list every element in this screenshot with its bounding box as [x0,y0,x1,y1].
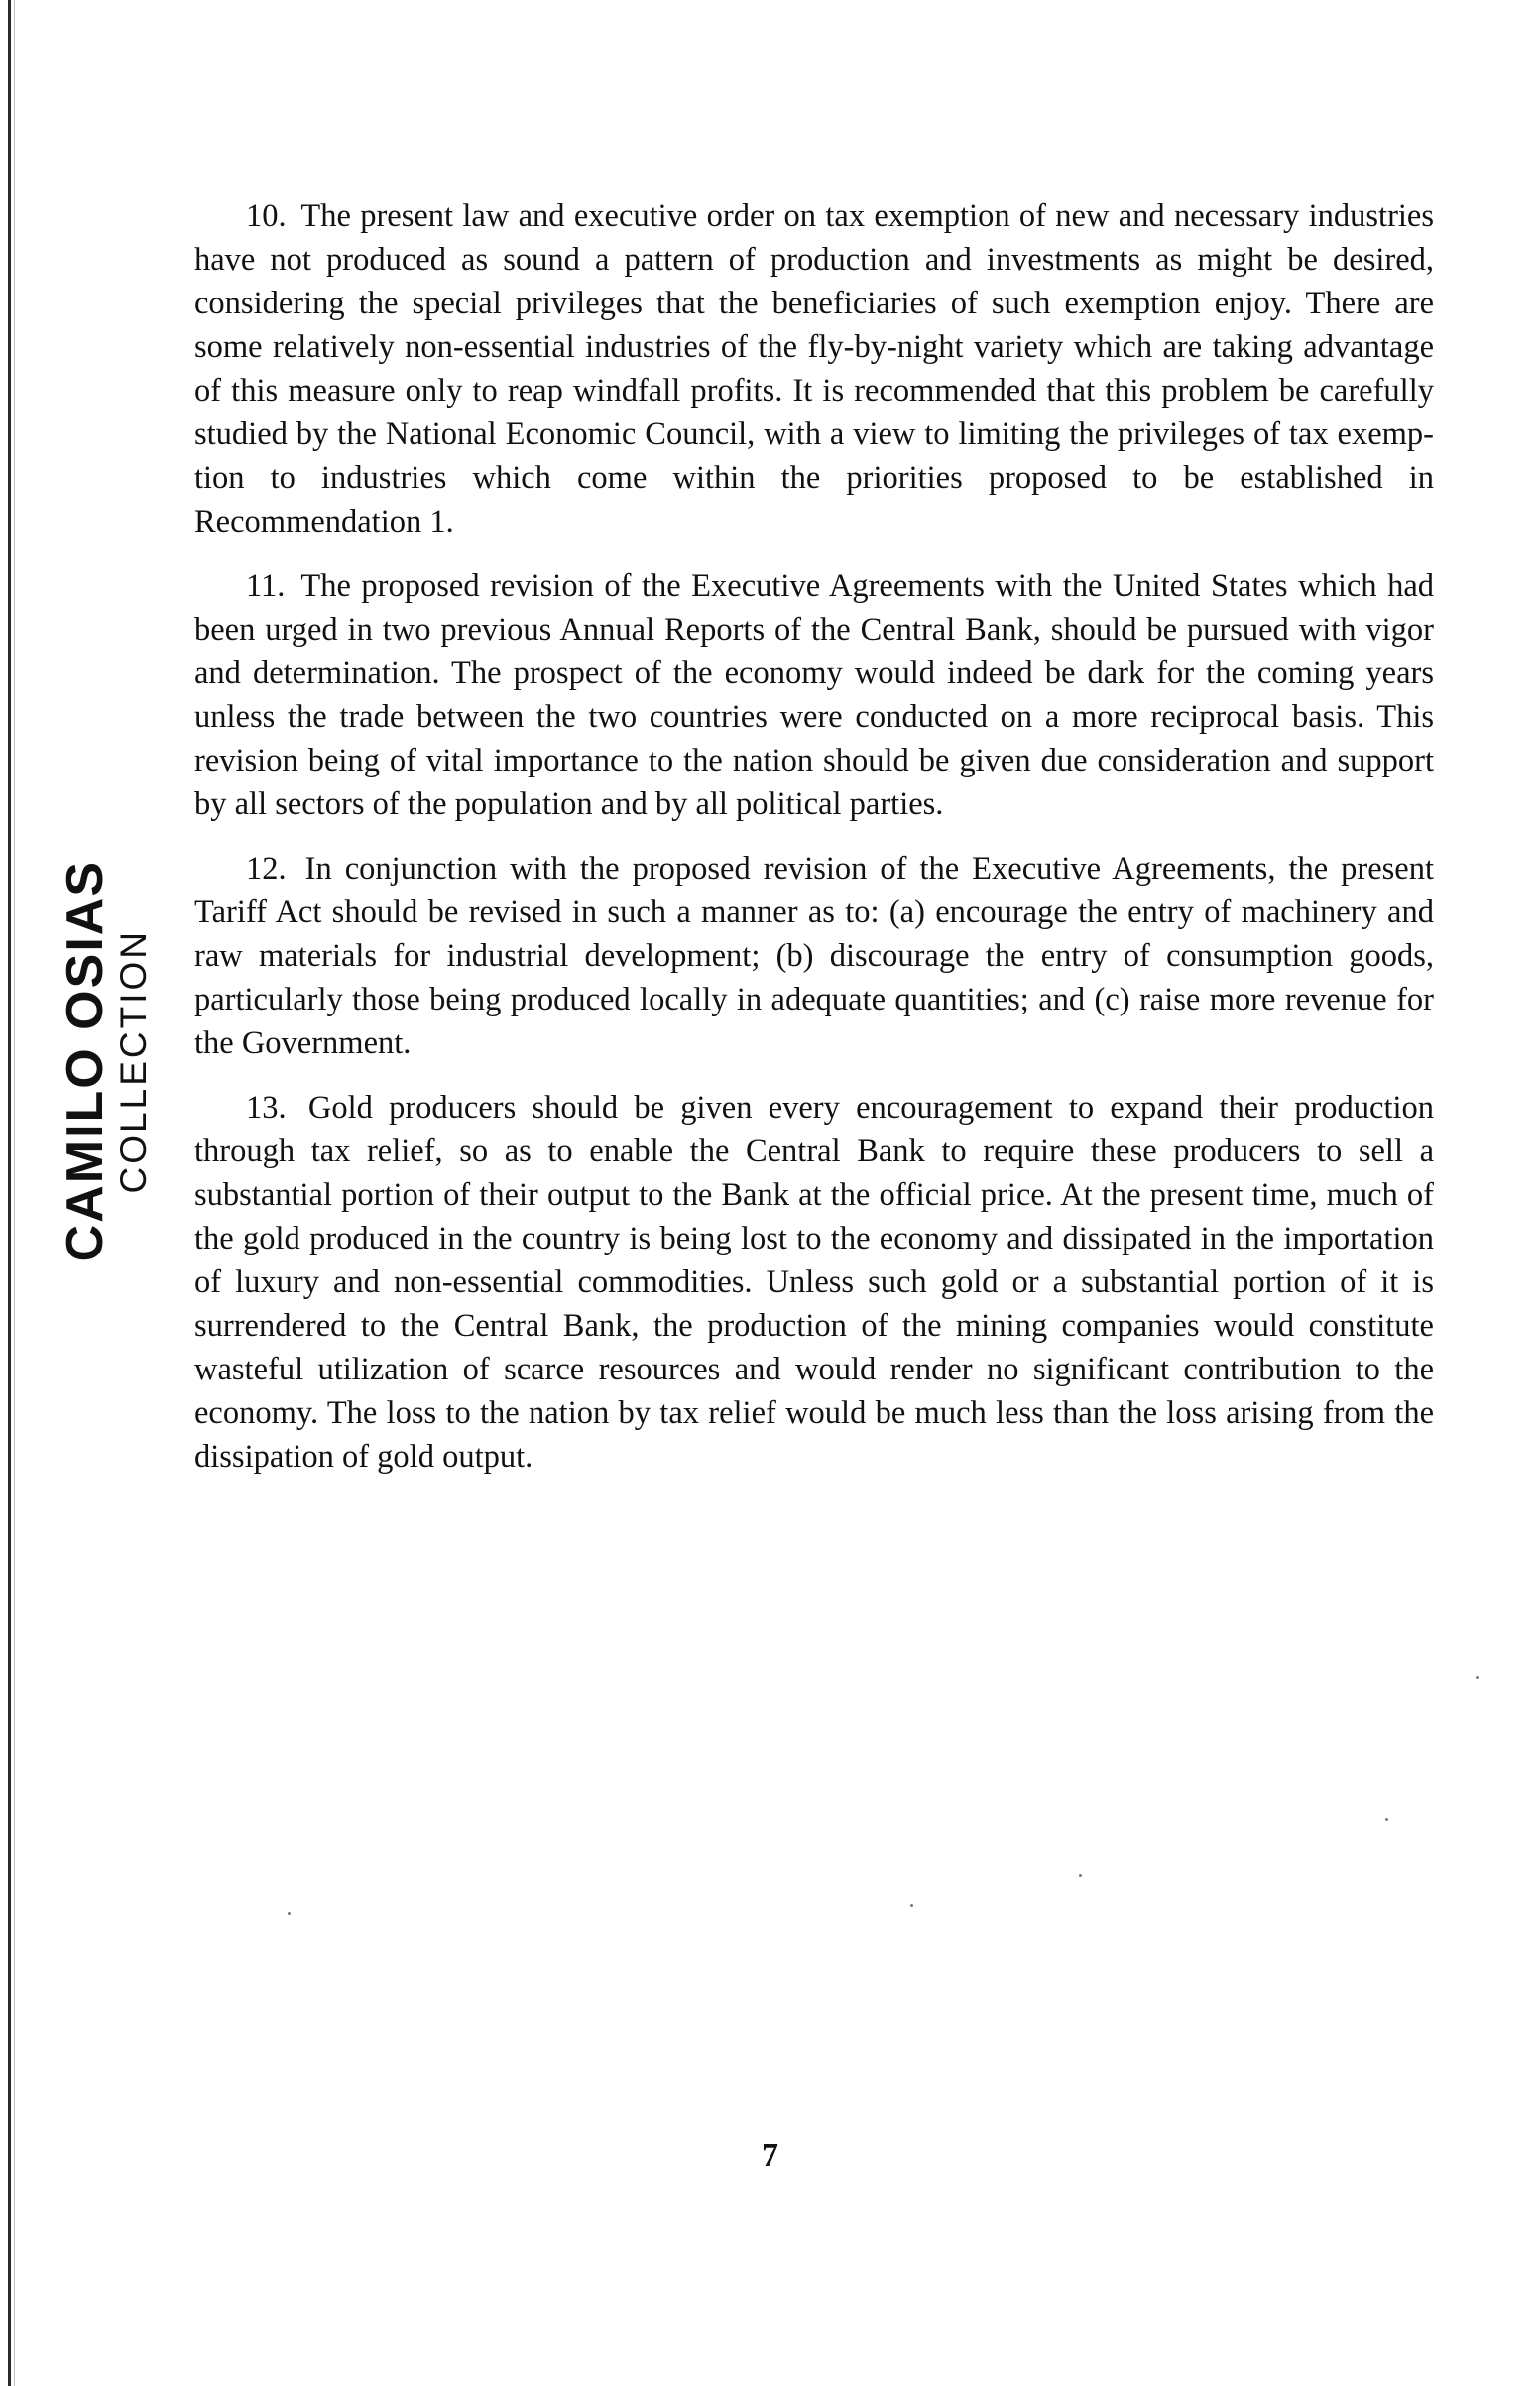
recommendation-11 [194,564,1434,826]
collection-stamp-name: CAMILO OSIAS [56,860,114,1262]
scan-speck [910,1904,913,1907]
recommendation-text: The proposed revision of the Executive Agreements with the United States which had been urged in two previous Annual Reports of the Central Bank, should be pursued with vigor and determination. The prospect of the economy would indeed be dark for the coming years unless the trade between the two countries were conducted on a more reciprocal basis. This revision being of vital importance to the nation should be given due consideration and support by all sectors of the population and by all political parties. [194,568,1434,822]
scan-speck [1385,1818,1388,1821]
scan-speck [1079,1874,1082,1877]
recommendation-text: In conjunction with the proposed revision of the Executive Agreements, the present Tariff Act should be revised in such a manner as to: (a) encourage the entry of machinery and raw materials for industrial development; (b) discourage the entry of consumption goods, particularly those being produced locally in adequate quantities; and (c) raise more revenue for the Government. [194,851,1434,1061]
recommendation-number: 11. [246,568,286,604]
recommendation-12 [194,847,1434,1065]
scan-left-edge-shadow [14,0,15,2386]
scan-speck [288,1912,291,1915]
recommendation-text: Gold producers should be given every encouragement to expand their production through tax relief, so as to enable the Central Bank to require these producers to sell a substantial portion of their output to the Bank at the official price. At the present time, much of the gold produced in the country is being lost to the economy and dissipated in the importation of luxury and non-essential commodities. Unless such gold or a substantial portion of it is surrendered to the Central Bank, the production of the mining companies would constitute wasteful utilization of scarce resources and would render no significant contribution to the economy. The loss to the nation by tax relief would be much less than the loss arising from the dissipation of gold output. [194,1090,1435,1475]
recommendation-number: 13. [246,1090,287,1126]
recommendation-10 [194,194,1434,543]
scan-left-edge [8,0,11,2386]
collection-stamp [56,860,155,1262]
page-number: 7 [762,2137,778,2174]
recommendation-number: 12. [246,851,287,887]
recommendation-text: The present law and executive order on tax exemption of new and necessary industries have not produced as sound a pattern of production and investments as might be desired, considering the special privileges that the beneficiaries of such exemption enjoy. There are some relatively non-essential industries of the fly-by-night variety which are taking advantage of this measure only to reap windfall profits. It is recommended that this problem be carefully studied by the National Economic Council, with a view to limiting the privileges of tax exemption to industries which come within the priorities proposed to be established in Recommendation 1. [194,198,1434,539]
recommendation-number: 10. [246,198,287,234]
collection-stamp-label: COLLECTION [112,928,154,1194]
scan-speck [1476,1676,1479,1679]
recommendation-13 [194,1086,1434,1479]
page-body [194,194,1434,1499]
